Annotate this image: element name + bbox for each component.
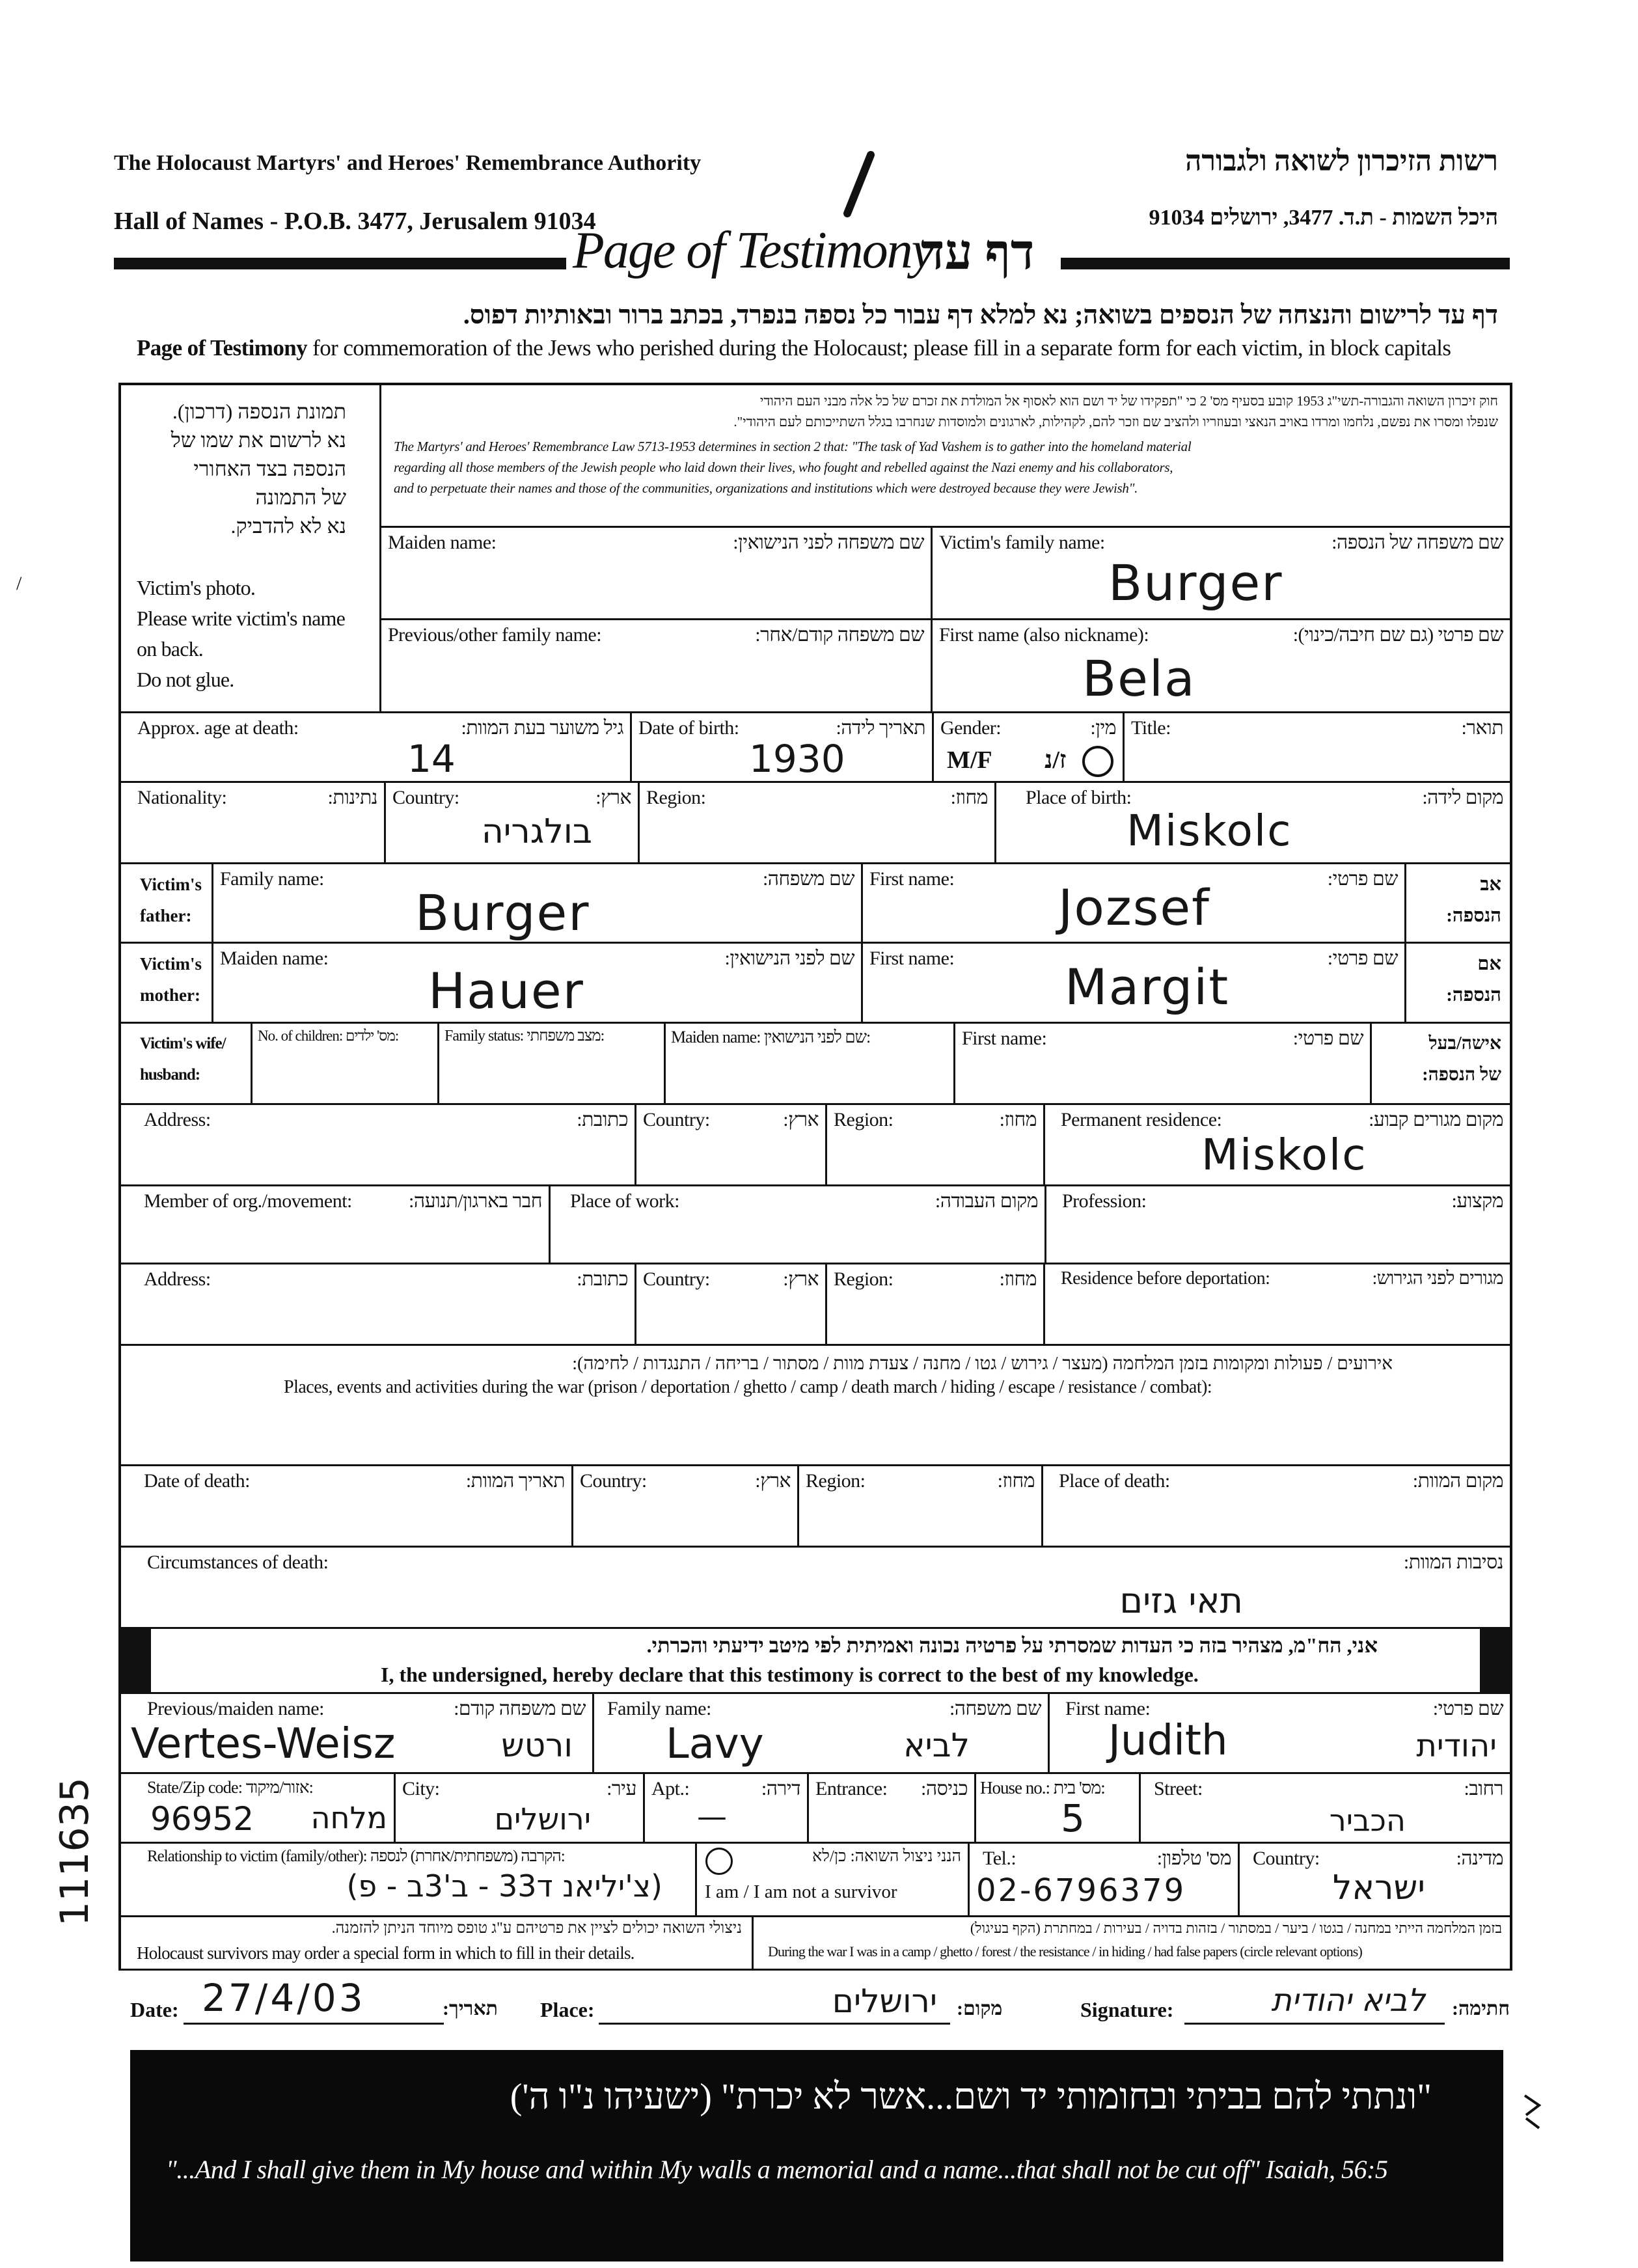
submitter-family-name-value: Lavy [666,1720,764,1768]
age-value: 14 [407,737,456,781]
submitter-previous-name-field[interactable]: Previous/maiden name: שם משפחה קודם: Vertes-Weisz ורטש [131,1698,586,1768]
death-country-field[interactable]: Country: ארץ: [580,1470,791,1492]
relationship-value: (צ'יליאנ ד33 - ב'3ב - פ) [346,1868,662,1904]
maiden-name-field[interactable]: Maiden name: שם משפחה לפני הנישואין: [388,532,924,553]
gender-options: M/F [947,746,992,774]
mother-label-en: Victim's mother: [140,954,202,1005]
address-country-field[interactable]: Country: ארץ: [643,1109,819,1130]
instructions-en: Page of Testimony for commemoration of the Jews who perished during the Holocaust; please fill in a separate form for each victim, in block capitals [137,335,1451,361]
authority-he: רשות הזיכרון לשואה ולגבורה [1185,145,1498,177]
zip-code-he: מלחה [310,1800,387,1835]
declaration-he: אני, הח"מ, מצהיר בזה כי העדות שמסרתי על פרטיה נכונה ואמיתית לפי מיטב ידיעתי והכרתי. [646,1633,1378,1657]
children-field[interactable]: No. of children: מס' ילדים: [258,1028,399,1044]
family-status-field[interactable]: Family status: מצב משפחתי: [444,1028,605,1045]
submitter-previous-name-value: Vertes-Weisz [131,1720,396,1768]
page-title-he: דף עד [921,225,1035,280]
photo-instructions-he: תמונת הנספה (דרכון). נא לרשום את שמו של הנספה בצד האחורי של התמונה נא לא להדביק. [171,400,346,538]
house-number-value: 5 [1061,1796,1085,1840]
instructions-he: דף עד לרישום והנצחה של הנספים בשואה; נא למלא דף עבור כל נספה בנפרד, בכתב ברור ובאותיות דפוס. [463,300,1498,329]
city-value: ירושלים [494,1801,591,1837]
signature-field[interactable]: Signature: לביא יהודית חתימה: [1080,1978,1510,2030]
submitter-family-name-he: לביא [903,1727,970,1764]
margin-mark: / [16,573,22,594]
father-label-en: Victim's father: [140,875,202,925]
zip-code-value: 96952 [150,1800,254,1838]
spouse-maiden-name-field[interactable]: Maiden name: שם לפני הנישואין: [671,1028,871,1046]
street-field[interactable]: Street: רחוב: הכביר [1154,1778,1503,1838]
place-of-birth-value: Miskolc [1126,806,1292,856]
declaration-en: I, the undersigned, hereby declare that this testimony is correct to the best of my knowledge. [381,1663,1199,1686]
city-field[interactable]: City: עיר: ירושלים [402,1778,636,1837]
address-field[interactable]: Address: כתובת: [144,1109,628,1130]
profession-field[interactable]: Profession: מקצוע: [1062,1190,1503,1212]
signature-value: לביא יהודית [1271,1982,1425,2019]
place-of-work-field[interactable]: Place of work: מקום העבודה: [570,1190,1038,1212]
footer-side-mark [1520,2089,1546,2148]
address-region-field[interactable]: Region: מחוז: [834,1109,1037,1130]
spouse-first-name-field[interactable]: First name: שם פרטי: [962,1028,1363,1049]
pen-mark [839,150,879,221]
member-org-field[interactable]: Member of org./movement: חבר בארגון/תנועה: [144,1190,542,1212]
apartment-field[interactable]: Apt.: דירה: — [651,1778,800,1834]
previous-family-name-field[interactable]: Previous/other family name: שם משפחה קודם/אחר: [388,624,924,646]
submitter-first-name-field[interactable]: First name: שם פרטי: Judith יהודית [1065,1698,1503,1765]
footer-band [130,2050,1503,2261]
photo-instructions-en: Victim's photo. Please write victim's name on back. Do not glue. [137,576,345,691]
father-family-name-value: Burger [415,884,590,942]
father-first-name-field[interactable]: First name: שם פרטי: Jozsef [869,868,1398,936]
title-field[interactable]: Title: תואר: [1131,717,1503,739]
circumstances-value: תאי גזים [1119,1580,1243,1621]
place-value: ירושלים [832,1982,937,2020]
spouse-label-he: אישה/בעל של הנספה: [1422,1033,1501,1085]
header-bar-left [114,258,566,269]
submitter-first-name-value: Judith [1108,1717,1228,1765]
house-number-field[interactable]: House no.: מס' בית: 5 [980,1778,1105,1840]
birth-country-value: בולגריה [481,812,592,851]
mother-label-he: אם הנספה: [1446,953,1501,1005]
address-2-country-field[interactable]: Country: ארץ: [643,1268,819,1290]
street-value: הכביר [1329,1803,1406,1838]
date-of-death-field[interactable]: Date of death: תאריך המוות: [144,1470,565,1492]
death-region-field[interactable]: Region: מחוז: [806,1470,1035,1492]
law-text-en: The Martyrs' and Heroes' Remembrance Law 5713-1953 determines in section 2 that: "The task of Yad Vashem is to gather into the homeland material regarding all those members of the Jewish people who laid down their lives, who fought and rebelled against the Nazi enemy and his collaborators, and to perpetuate their names and those of the communities, organizations and institutions which were destroyed because they were Jewish". [394,439,1192,496]
header-bar-right [1061,258,1510,269]
footer-quote-he: "ונתתי להם בביתי ובחומותי יד ושם...אשר לא יכרת" (ישעיהו נ"ו ה') [510,2077,1432,2117]
date-of-birth-field[interactable]: Date of birth: תאריך לידה: 1930 [638,717,925,781]
hall-he: היכל השמות - ת.ד. 3477, ירושלים 91034 [1149,206,1498,230]
father-label-he: אב הנספה: [1446,874,1501,926]
address-2-region-field[interactable]: Region: מחוז: [834,1268,1037,1290]
date-value: 27/4/03 [202,1976,366,2020]
place-of-death-field[interactable]: Place of death: מקום המוות: [1059,1470,1503,1492]
victim-family-name-field[interactable]: Victim's family name: שם משפחה של הנספה: Burger [939,532,1503,612]
place-of-birth-field[interactable]: Place of birth: מקום לידה: Miskolc [1026,787,1503,856]
submitter-previous-name-he: ורטש [501,1727,573,1764]
father-first-name-value: Jozsef [1058,879,1210,936]
residence-before-deportation-field[interactable]: Residence before deportation: מגורים לפני הגירוש: [1061,1268,1503,1289]
relationship-field[interactable]: Relationship to victim (family/other): הקרבה (משפחתית/אחרת) לנספה: (צ'יליאנ ד33 - ב'3ב - פ) [147,1848,662,1904]
hall-en: Hall of Names - P.O.B. 3477, Jerusalem 91034 [114,208,596,235]
age-at-death-field[interactable]: Approx. age at death: גיל משוער בעת המוות: 14 [137,717,623,781]
country-value: ישראל [1332,1868,1425,1907]
submitter-first-name-he: יהודית [1416,1728,1497,1764]
date-field[interactable]: Date: 27/4/03 תאריך: [130,1978,586,2030]
mother-first-name-value: Margit [1065,958,1230,1016]
country-field[interactable]: Country: מדינה: ישראל [1253,1848,1503,1907]
zip-code-field[interactable]: State/Zip code: אזור/מיקוד: 96952 מלחה [147,1778,387,1838]
victim-first-name-value: Bela [1082,649,1196,707]
gender-options-he: ז/נ [1044,746,1067,774]
victim-first-name-field[interactable]: First name (also nickname): שם פרטי (גם שם חיבה/כינוי): Bela [939,624,1503,707]
birth-region-field[interactable]: Region: מחוז: [646,787,988,808]
place-field[interactable]: Place: ירושלים מקום: [540,1978,1080,2030]
permanent-residence-value: Miskolc [1201,1130,1367,1180]
telephone-field[interactable]: Tel.: מס' טלפון: 02-6796379 [976,1848,1231,1909]
mother-first-name-field[interactable]: First name: שם פרטי: Margit [869,948,1398,1016]
wartime-events-field[interactable]: אירועים / פעולות ומקומות בזמן המלחמה (מעצר / גירוש / גטו / מחנה / צעדת מוות / מסתור / בריחה / התנגדות / לחימה): Places, events and activities during the war (prison / deportation / ghetto / camp / death march / hiding / escape / resistance / combat): [284,1354,1393,1397]
circumstances-of-death-field[interactable]: Circumstances of death: נסיבות המוות: תאי גזים [147,1551,1503,1621]
dob-value: 1930 [749,737,845,781]
apartment-value: — [697,1799,727,1834]
submitter-family-name-field[interactable]: Family name: שם משפחה: Lavy לביא [607,1698,1041,1768]
authority-en: The Holocaust Martyrs' and Heroes' Remembrance Authority [114,151,702,175]
gender-field[interactable]: Gender: מין: M/F ז/נ [934,713,1123,781]
permanent-residence-field[interactable]: Permanent residence: מקום מגורים קבוע: Miskolc [1061,1109,1503,1180]
law-text-he: חוק זיכרון השואה והגבורה-תשי"ג 1953 קובע בסעיף מס' 2 כי "תפקידו של יד ושם הוא לאסוף אל המולדת את זכרם של כל אלה מבני העם היהודי שנפלו ומסרו את נפשם, נלחמו ומרדו באויב הנאצי ובעוזריו ולהציב שם וזכר להם, לקהילות, לארגונים ולמוסדות שנחרבו בגלל השתייכותם לעם היהודי". [733,393,1498,430]
address-2-field[interactable]: Address: כתובת: [144,1268,628,1290]
spouse-label-en: Victim's wife/ husband: [140,1035,226,1084]
mother-maiden-name-field[interactable]: Maiden name: שם לפני הנישואין: Hauer [220,948,854,1020]
survivor-circle-mark [705,1848,733,1875]
gender-circle-mark [1082,746,1113,777]
survivor-status-field[interactable]: הנני ניצול השואה: כן/לא I am / I am not a survivor [705,1848,961,1902]
survivor-options: I am / I am not a survivor [705,1881,897,1902]
entrance-field[interactable]: Entrance: כניסה: [815,1778,968,1799]
birth-country-field[interactable]: Country: ארץ: בולגריה [392,787,631,851]
margin-number: 111635 [52,1777,98,1926]
telephone-value: 02-6796379 [976,1872,1186,1909]
victim-family-name-value: Burger [1108,554,1283,612]
wartime-status-note: בזמן המלחמה הייתי במחנה / בגטו / ביער / במסתור / בזהות בדויה / בעירות / במחתרת (הקף בעיגול) During the war I was in a camp / ghetto / forest / the resistance / in hiding / had false papers (circle relevant options) [768,1920,1502,1960]
page-title: Page of Testimony [573,222,934,279]
father-family-name-field[interactable]: Family name: שם משפחה: Burger [220,868,854,942]
nationality-field[interactable]: Nationality: נתינות: [137,787,377,808]
survivor-form-note: ניצולי השואה יכולים לציין את פרטיהם ע"ג טופס מיוחד הניתן להזמנה. Holocaust survivors may order a special form in which to fill in their details. [137,1920,742,1963]
mother-maiden-name-value: Hauer [428,962,584,1020]
footer-quote-en: "...And I shall give them in My house and within My walls a memorial and a name...that shall not be cut off" Isaiah, 56:5 [166,2155,1388,2184]
